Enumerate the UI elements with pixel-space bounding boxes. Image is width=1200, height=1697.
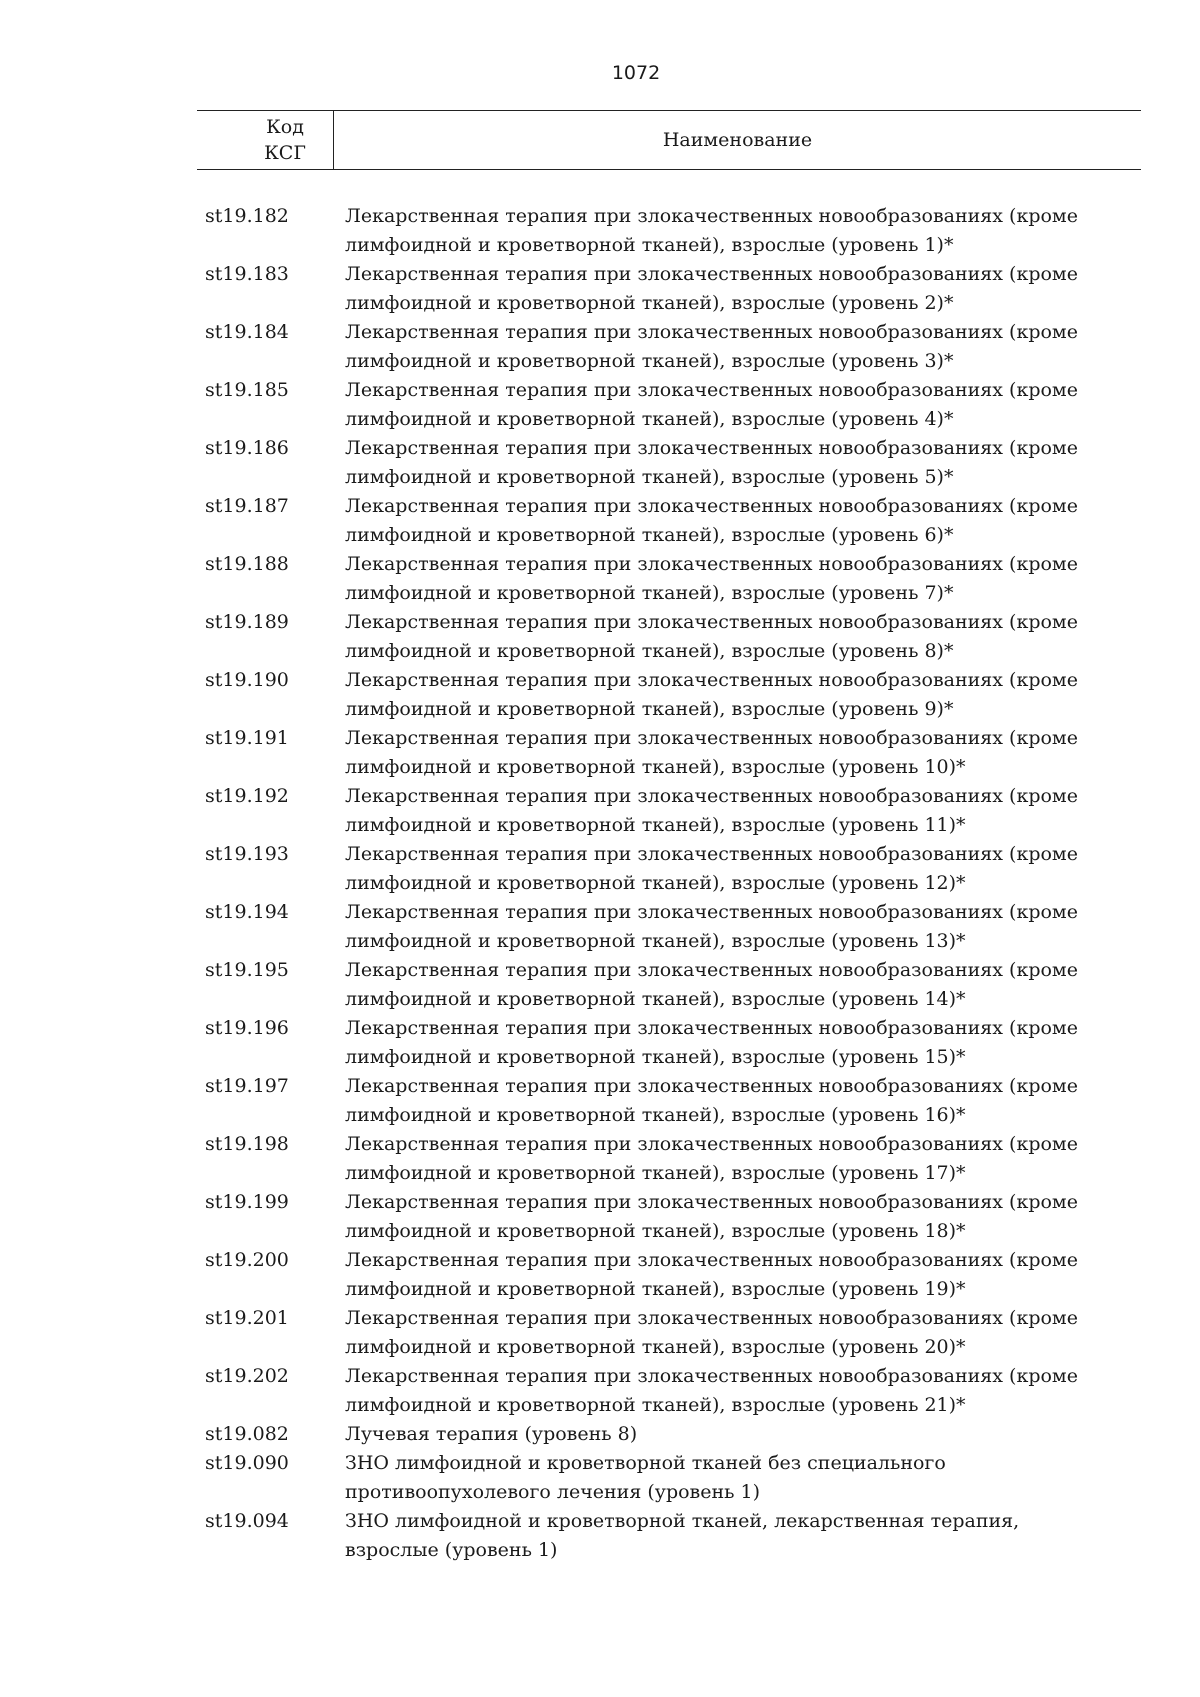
row-name: Лекарственная терапия при злокачественных новообразованиях (кроме лимфоидной и кроветворной тканей), взрослые (уровень 12)* bbox=[345, 843, 1078, 894]
table-row bbox=[205, 260, 1125, 318]
row-code: st19.192 bbox=[205, 785, 289, 807]
table-row bbox=[205, 1420, 1125, 1449]
row-code: st19.182 bbox=[205, 205, 289, 227]
page-number: 1072 bbox=[611, 62, 661, 84]
table-row bbox=[205, 782, 1125, 840]
table-row bbox=[205, 318, 1125, 376]
row-name: Лекарственная терапия при злокачественных новообразованиях (кроме лимфоидной и кроветворной тканей), взрослые (уровень 3)* bbox=[345, 321, 1078, 372]
table-row bbox=[205, 956, 1125, 1014]
row-code: st19.189 bbox=[205, 611, 289, 633]
row-code: st19.184 bbox=[205, 321, 289, 343]
header-code-line1: Код bbox=[266, 116, 304, 138]
table-row bbox=[205, 840, 1125, 898]
table-row bbox=[205, 608, 1125, 666]
row-code: st19.196 bbox=[205, 1017, 289, 1039]
row-code: st19.188 bbox=[205, 553, 289, 575]
row-name: Лекарственная терапия при злокачественных новообразованиях (кроме лимфоидной и кроветворной тканей), взрослые (уровень 20)* bbox=[345, 1307, 1078, 1358]
table-row bbox=[205, 492, 1125, 550]
row-code: st19.094 bbox=[205, 1510, 289, 1532]
table-row bbox=[205, 376, 1125, 434]
table-row bbox=[205, 898, 1125, 956]
row-name: Лекарственная терапия при злокачественных новообразованиях (кроме лимфоидной и кроветворной тканей), взрослые (уровень 5)* bbox=[345, 437, 1078, 488]
table-row bbox=[205, 1130, 1125, 1188]
row-name: Лекарственная терапия при злокачественных новообразованиях (кроме лимфоидной и кроветворной тканей), взрослые (уровень 16)* bbox=[345, 1075, 1078, 1126]
row-code: st19.185 bbox=[205, 379, 289, 401]
row-code: st19.195 bbox=[205, 959, 289, 981]
table-row bbox=[205, 202, 1125, 260]
row-name: Лекарственная терапия при злокачественных новообразованиях (кроме лимфоидной и кроветворной тканей), взрослые (уровень 7)* bbox=[345, 553, 1078, 604]
row-code: st19.183 bbox=[205, 263, 289, 285]
row-code: st19.186 bbox=[205, 437, 289, 459]
table-row bbox=[205, 1246, 1125, 1304]
table-body bbox=[205, 202, 1125, 1565]
row-name: Лекарственная терапия при злокачественных новообразованиях (кроме лимфоидной и кроветворной тканей), взрослые (уровень 17)* bbox=[345, 1133, 1078, 1184]
table-row bbox=[205, 1014, 1125, 1072]
table-row bbox=[205, 550, 1125, 608]
table-row bbox=[205, 724, 1125, 782]
row-name: ЗНО лимфоидной и кроветворной тканей без специального противоопухолевого лечения (уровень 1) bbox=[345, 1452, 946, 1503]
table-row bbox=[205, 434, 1125, 492]
table-row bbox=[205, 1304, 1125, 1362]
row-code: st19.200 bbox=[205, 1249, 289, 1271]
row-name: Лекарственная терапия при злокачественных новообразованиях (кроме лимфоидной и кроветворной тканей), взрослые (уровень 13)* bbox=[345, 901, 1078, 952]
row-name: Лекарственная терапия при злокачественных новообразованиях (кроме лимфоидной и кроветворной тканей), взрослые (уровень 2)* bbox=[345, 263, 1078, 314]
row-name: Лекарственная терапия при злокачественных новообразованиях (кроме лимфоидной и кроветворной тканей), взрослые (уровень 18)* bbox=[345, 1191, 1078, 1242]
row-code: st19.201 bbox=[205, 1307, 289, 1329]
row-name: Лекарственная терапия при злокачественных новообразованиях (кроме лимфоидной и кроветворной тканей), взрослые (уровень 8)* bbox=[345, 611, 1078, 662]
table-row bbox=[205, 1507, 1125, 1565]
table-header bbox=[197, 110, 1141, 170]
row-name: Лекарственная терапия при злокачественных новообразованиях (кроме лимфоидной и кроветворной тканей), взрослые (уровень 1)* bbox=[345, 205, 1078, 256]
row-name: Лекарственная терапия при злокачественных новообразованиях (кроме лимфоидной и кроветворной тканей), взрослые (уровень 14)* bbox=[345, 959, 1078, 1010]
row-code: st19.191 bbox=[205, 727, 289, 749]
header-name-column: Наименование bbox=[662, 129, 813, 151]
row-code: st19.194 bbox=[205, 901, 289, 923]
row-name: Лекарственная терапия при злокачественных новообразованиях (кроме лимфоидной и кроветворной тканей), взрослые (уровень 19)* bbox=[345, 1249, 1078, 1300]
table-row bbox=[205, 1188, 1125, 1246]
row-name: Лекарственная терапия при злокачественных новообразованиях (кроме лимфоидной и кроветворной тканей), взрослые (уровень 9)* bbox=[345, 669, 1078, 720]
table-row bbox=[205, 1072, 1125, 1130]
row-code: st19.197 bbox=[205, 1075, 289, 1097]
row-name: Лекарственная терапия при злокачественных новообразованиях (кроме лимфоидной и кроветворной тканей), взрослые (уровень 11)* bbox=[345, 785, 1078, 836]
row-name: Лучевая терапия (уровень 8) bbox=[345, 1423, 638, 1445]
table-row bbox=[205, 666, 1125, 724]
row-code: st19.198 bbox=[205, 1133, 289, 1155]
row-name: Лекарственная терапия при злокачественных новообразованиях (кроме лимфоидной и кроветворной тканей), взрослые (уровень 15)* bbox=[345, 1017, 1078, 1068]
table-row bbox=[205, 1449, 1125, 1507]
row-name: Лекарственная терапия при злокачественных новообразованиях (кроме лимфоидной и кроветворной тканей), взрослые (уровень 21)* bbox=[345, 1365, 1078, 1416]
header-code-line2: КСГ bbox=[264, 142, 306, 164]
row-name: ЗНО лимфоидной и кроветворной тканей, лекарственная терапия, взрослые (уровень 1) bbox=[345, 1510, 1020, 1561]
row-name: Лекарственная терапия при злокачественных новообразованиях (кроме лимфоидной и кроветворной тканей), взрослые (уровень 4)* bbox=[345, 379, 1078, 430]
row-code: st19.193 bbox=[205, 843, 289, 865]
row-code: st19.202 bbox=[205, 1365, 289, 1387]
header-code-column bbox=[197, 111, 334, 169]
row-name: Лекарственная терапия при злокачественных новообразованиях (кроме лимфоидной и кроветворной тканей), взрослые (уровень 10)* bbox=[345, 727, 1078, 778]
row-code: st19.190 bbox=[205, 669, 289, 691]
row-name: Лекарственная терапия при злокачественных новообразованиях (кроме лимфоидной и кроветворной тканей), взрослые (уровень 6)* bbox=[345, 495, 1078, 546]
row-code: st19.090 bbox=[205, 1452, 289, 1474]
row-code: st19.199 bbox=[205, 1191, 289, 1213]
row-code: st19.187 bbox=[205, 495, 289, 517]
table-row bbox=[205, 1362, 1125, 1420]
row-code: st19.082 bbox=[205, 1423, 289, 1445]
